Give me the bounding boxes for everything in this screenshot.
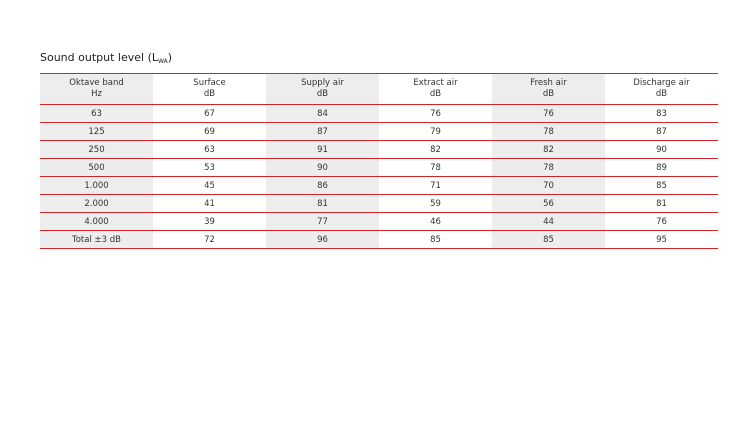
table-row [40,105,718,123]
header-unit: dB [542,89,555,99]
header-row [40,74,718,105]
title-suffix: ) [167,51,173,64]
table-row [40,123,718,141]
header-unit: dB [203,89,216,99]
table-cell: 90 [656,144,667,155]
table-cell: 82 [430,144,441,155]
table-cell: 71 [430,180,441,191]
table-cell: 89 [656,162,667,173]
table-cell: 44 [492,213,605,231]
table-cell: 78 [430,162,441,173]
table-cell: 79 [430,126,441,137]
table-cell: 96 [266,231,379,249]
table-cell: 41 [204,198,215,209]
row-header-cell: Total ±3 dB [40,231,153,249]
table-cell: 76 [656,216,667,227]
table-cell: 86 [266,177,379,195]
header-unit: Hz [91,89,102,99]
row-header-cell: 63 [40,105,153,123]
header-label: Supply air [301,78,344,88]
table-cell: 85 [656,180,667,191]
header-unit: dB [655,89,668,99]
header-fresh-air [492,74,605,105]
table-row [40,195,718,213]
table-cell: 87 [656,126,667,137]
table-cell: 78 [492,159,605,177]
title-subscript: WA [158,58,168,65]
table-cell: 84 [266,105,379,123]
header-octave-band [40,74,153,105]
table-cell: 53 [204,162,215,173]
table-cell: 87 [266,123,379,141]
header-extract-air [379,74,492,105]
total-row [40,231,718,249]
header-discharge-air [605,74,718,105]
title-text: Sound output level (L [40,51,158,64]
header-label: Surface [193,78,226,88]
table-cell: 56 [492,195,605,213]
header-unit: dB [429,89,442,99]
table-cell: 67 [204,108,215,119]
table-cell: 95 [656,234,667,245]
table-row [40,159,718,177]
table-row [40,177,718,195]
row-header-cell: 250 [40,141,153,159]
table-cell: 78 [492,123,605,141]
header-label: Oktave band [69,78,124,88]
table-header [40,74,718,105]
table-title [40,51,172,69]
table-cell: 45 [204,180,215,191]
row-header-cell: 2.000 [40,195,153,213]
table-cell: 46 [430,216,441,227]
table-cell: 85 [492,231,605,249]
table-cell: 59 [430,198,441,209]
table-cell: 81 [266,195,379,213]
table-cell: 81 [656,198,667,209]
table-cell: 63 [204,144,215,155]
table-cell: 76 [430,108,441,119]
table-cell: 70 [492,177,605,195]
table-cell: 72 [204,234,215,245]
table-cell: 39 [204,216,215,227]
row-header-cell: 1.000 [40,177,153,195]
header-label: Discharge air [633,78,690,88]
header-supply-air [266,74,379,105]
table-row [40,141,718,159]
sound-output-table [40,73,718,249]
header-label: Fresh air [530,78,567,88]
header-surface [153,74,266,105]
table-cell: 76 [492,105,605,123]
row-header-cell: 4.000 [40,213,153,231]
table-row [40,213,718,231]
table-body [40,105,718,249]
row-header-cell: 125 [40,123,153,141]
row-header-cell: 500 [40,159,153,177]
table-cell: 82 [492,141,605,159]
table-cell: 69 [204,126,215,137]
table-cell: 77 [266,213,379,231]
table-cell: 91 [266,141,379,159]
header-unit: dB [316,89,329,99]
header-label: Extract air [413,78,458,88]
table-cell: 83 [656,108,667,119]
table-cell: 90 [266,159,379,177]
table-cell: 85 [430,234,441,245]
